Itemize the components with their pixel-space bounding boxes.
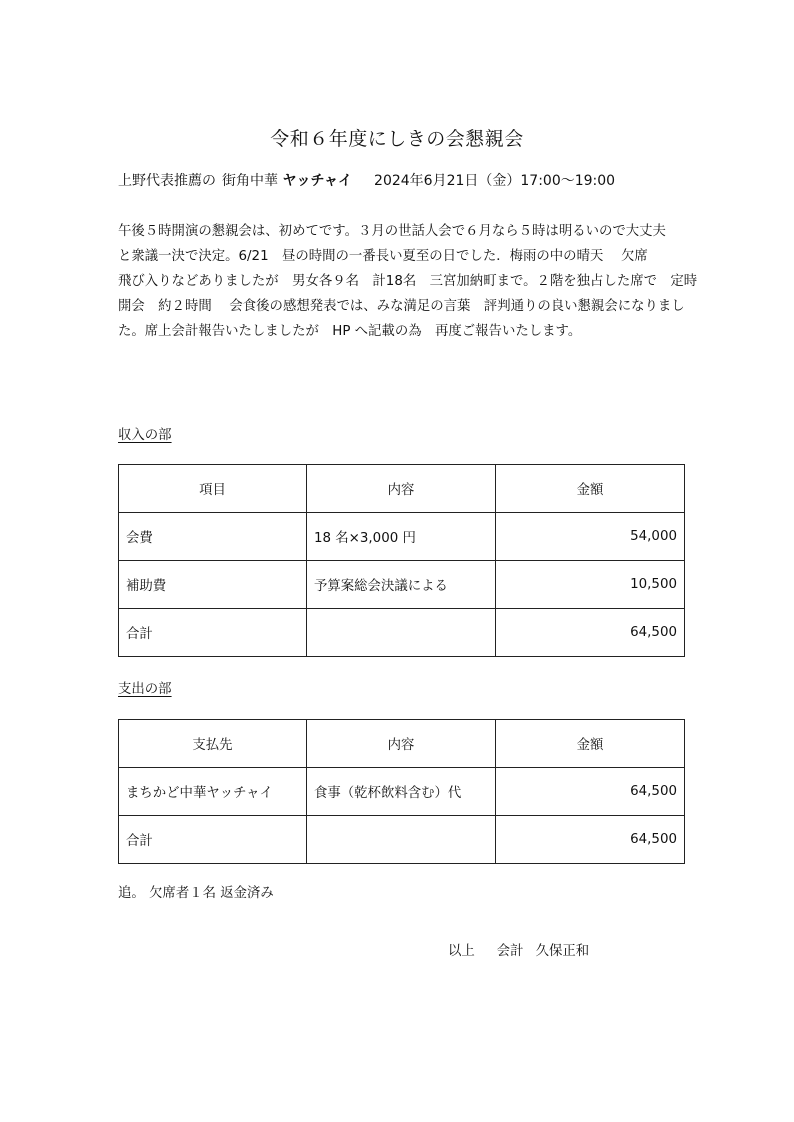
- subtitle-venue-label: 街角中華: [222, 173, 278, 189]
- description-cell: [307, 609, 496, 657]
- report-paragraph: [118, 219, 698, 344]
- refund-note: 追。 欠席者１名 返金済み: [118, 886, 274, 901]
- document-title: 令和６年度にしきの会懇親会: [270, 128, 524, 150]
- header-cell: 内容: [307, 720, 496, 768]
- description-cell: 18 名×3,000 円: [307, 513, 496, 561]
- paragraph-line: た。席上会計報告いたしましたが HP へ記載の為 再度ご報告いたします。: [118, 324, 582, 339]
- treasurer-name: 久保正和: [535, 944, 590, 959]
- item-cell: 補助費: [119, 561, 307, 609]
- table-total-row: [119, 816, 685, 864]
- expense-table: [118, 719, 685, 864]
- amount-cell: 54,000: [496, 513, 685, 561]
- amount-cell: 64,500: [496, 609, 685, 657]
- amount-cell: 10,500: [496, 561, 685, 609]
- item-cell: 会費: [119, 513, 307, 561]
- table-header-row: [119, 465, 685, 513]
- table-header-row: [119, 720, 685, 768]
- item-cell: 合計: [119, 609, 307, 657]
- subtitle-prefix: 上野代表推薦の: [118, 173, 216, 189]
- table-row: [119, 561, 685, 609]
- amount-cell: 64,500: [496, 768, 685, 816]
- payee-cell: 合計: [119, 816, 307, 864]
- header-cell: 支払先: [119, 720, 307, 768]
- paragraph-line: 飛び入りなどありましたが 男女各９名 計18名 三宮加納町まで。２階を独占した席で 定時: [118, 274, 698, 289]
- header-cell: 金額: [496, 720, 685, 768]
- signature-line: [448, 940, 589, 959]
- header-cell: 内容: [307, 465, 496, 513]
- paragraph-line: と衆議一決で決定。6/21 昼の時間の一番長い夏至の日でした．梅雨の中の晴天 欠席: [118, 249, 648, 264]
- subtitle-shop-name: ヤッチャイ: [282, 173, 353, 189]
- description-cell: [307, 816, 496, 864]
- subtitle-datetime: 2024年6月21日（金）17:00～19:00: [374, 173, 616, 189]
- income-heading: 収入の部: [118, 428, 172, 443]
- description-cell: 予算案総会決議による: [307, 561, 496, 609]
- header-cell: 項目: [119, 465, 307, 513]
- header-cell: 金額: [496, 465, 685, 513]
- paragraph-line: 開会 約２時間 会食後の感想発表では、みな満足の言葉 評判通りの良い懇親会になりまし: [118, 299, 685, 314]
- table-total-row: [119, 609, 685, 657]
- description-cell: 食事（乾杯飲料含む）代: [307, 768, 496, 816]
- treasurer-role: 会計: [496, 944, 524, 959]
- table-row: [119, 768, 685, 816]
- expense-heading: 支出の部: [118, 682, 172, 697]
- closing-word: 以上: [448, 944, 475, 959]
- event-subtitle: [118, 170, 615, 190]
- income-table: [118, 464, 685, 657]
- amount-cell: 64,500: [496, 816, 685, 864]
- paragraph-line: 午後５時開演の懇親会は、初めてです。３月の世話人会で６月なら５時は明るいので大丈夫: [118, 224, 666, 239]
- table-row: [119, 513, 685, 561]
- payee-cell: まちかど中華ヤッチャイ: [119, 768, 307, 816]
